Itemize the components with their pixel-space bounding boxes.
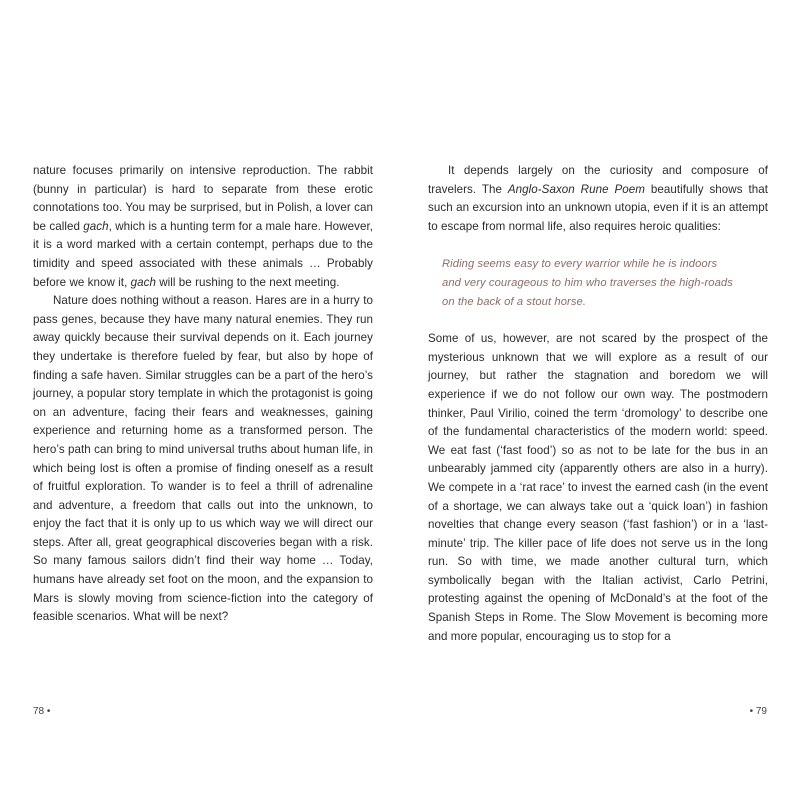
italic-term: gach bbox=[83, 219, 109, 233]
italic-term: gach bbox=[130, 275, 156, 289]
quote-line: Riding seems easy to every warrior while he is indoors bbox=[442, 258, 718, 271]
right-paragraph-intro: It depends largely on the curiosity and composure of travelers. The Anglo-Saxon Rune Poem beautifully shows that such an excursion into an unknown utopia, even if it is an attempt to escape from normal life, also requires heroic qualities: bbox=[428, 164, 768, 233]
right-page-text bbox=[428, 162, 768, 646]
left-page-text bbox=[33, 162, 373, 627]
right-paragraph-body: Some of us, however, are not scared by the prospect of the mysterious unknown that we will explore as a result of our journey, but rather the stagnation and boredom we will experience if we do not follow our own way. The postmodern thinker, Paul Virilio, coined the term ‘dromology’ to describe one of the fundamental characteristics of the modern world: speed. We eat fast (‘fast food’) so as not to be late for the bus in an unbearably jammed city (apparently others are also in a hurry). We compete in a ‘rat race’ to invest the earned cash (in the event of a shortage, we can always take out a ‘quick loan’) in fashion novelties that change every season (‘fast fashion’) or in a ‘last-minute’ trip. The killer pace of life does not serve us in the long run. So with time, we made another cultural turn, which symbolically began with the Italian activist, Carlo Petrini, protesting against the opening of McDonald’s at the foot of the Spanish Steps in Rome. The Slow Movement is becoming more and more popular, encouraging us to stop for a bbox=[428, 332, 768, 643]
page-number-right: • 79 bbox=[749, 706, 767, 717]
italic-title: Anglo-Saxon Rune Poem bbox=[507, 182, 645, 196]
quote-line: on the back of a stout horse. bbox=[442, 295, 587, 308]
left-paragraph-1: nature focuses primarily on intensive reproduction. The rabbit (bunny in particular) is hard to separate from these erotic connotations too. You may be surprised, but in Polish, a lover can be called gach, which is a hunting term for a male hare. However, it is a word marked with a certain contempt, perhaps due to the timidity and speed associated with these animals … Probably before we know it, gach will be rushing to the next meeting. bbox=[33, 164, 373, 289]
block-quote bbox=[442, 255, 768, 311]
left-paragraph-2: Nature does nothing without a reason. Hares are in a hurry to pass genes, because they have many natural enemies. They run away quickly because their survival depends on it. Each journey they undertake is therefore fueled by fear, but also by hope of finding a safe haven. Similar struggles can be a part of the hero’s journey, a popular story template in which the protagonist is going on an adventure, facing their fears and weaknesses, gaining experience and returning home as a transformed person. The hero’s path can bring to mind universal truths about human life, in which being lost is often a promise of finding oneself as a result of fruitful exploration. To wander is to feel a thrill of adrenaline and adventure, a freedom that calls out into the unknown, to enjoy the fact that it is only up to us which way we will direct our steps. After all, great geographical discoveries began with a risk. So many famous sailors didn’t find their way home … Today, humans have already set foot on the moon, and the expansion to Mars is slowly moving from science-fiction into the category of feasible scenarios. What will be next? bbox=[33, 294, 373, 624]
page-number-left: 78 • bbox=[33, 706, 51, 717]
quote-line: and very courageous to him who traverses the high-roads bbox=[442, 276, 733, 289]
right-page bbox=[400, 0, 800, 800]
